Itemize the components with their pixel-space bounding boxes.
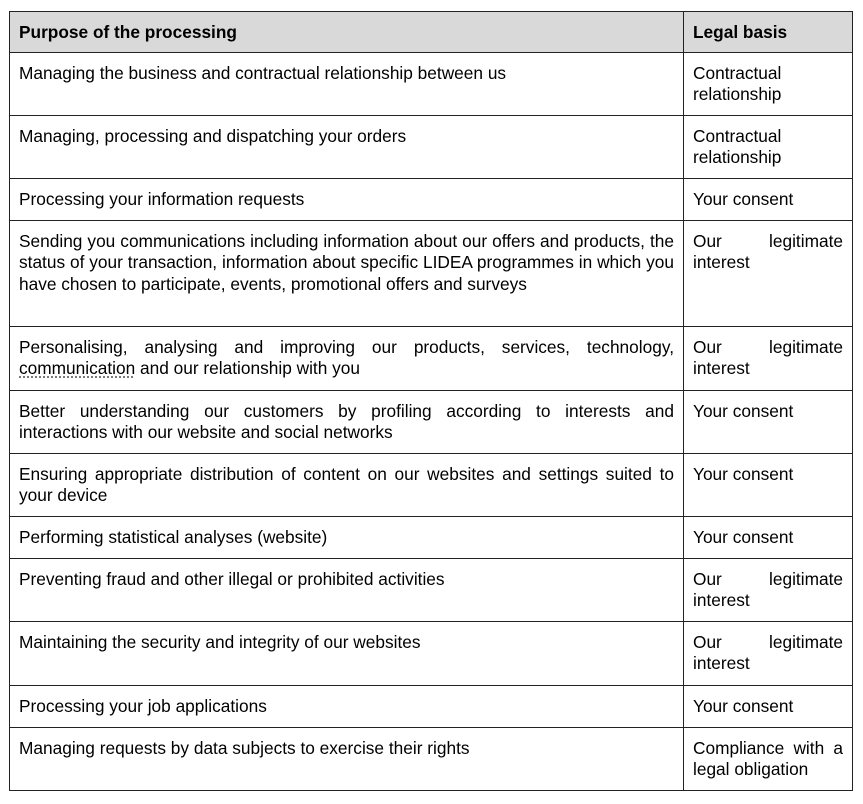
purpose-text-end: and our relationship with you bbox=[135, 358, 361, 378]
purpose-cell: Managing, processing and dispatching your orders bbox=[10, 115, 684, 178]
processing-purposes-table bbox=[9, 11, 853, 791]
spellcheck-marked-word: communication bbox=[19, 358, 136, 378]
table-row bbox=[10, 326, 853, 390]
legal-basis-cell: Our legitimate interest bbox=[684, 220, 853, 326]
legal-basis-cell: Contractual relationship bbox=[684, 115, 853, 178]
table-row bbox=[10, 727, 853, 790]
purpose-cell: Better understanding our customers by profiling according to interests and interactions with our website and social networks bbox=[10, 390, 684, 453]
table-row bbox=[10, 178, 853, 220]
table-header-row bbox=[10, 12, 853, 53]
table-row bbox=[10, 558, 853, 621]
purpose-cell: Preventing fraud and other illegal or prohibited activities bbox=[10, 558, 684, 621]
legal-basis-cell: Your consent bbox=[684, 685, 853, 727]
table-row bbox=[10, 621, 853, 685]
purpose-cell bbox=[10, 326, 684, 390]
legal-basis-cell: Our legitimate interest bbox=[684, 326, 853, 390]
purpose-cell: Performing statistical analyses (website) bbox=[10, 516, 684, 558]
table-row bbox=[10, 453, 853, 516]
header-purpose: Purpose of the processing bbox=[10, 12, 684, 53]
purpose-cell: Ensuring appropriate distribution of content on our websites and settings suited to your device bbox=[10, 453, 684, 516]
table-row bbox=[10, 685, 853, 727]
table-row bbox=[10, 390, 853, 453]
purpose-cell: Managing requests by data subjects to exercise their rights bbox=[10, 727, 684, 790]
legal-basis-cell: Your consent bbox=[684, 178, 853, 220]
purpose-cell: Sending you communications including information about our offers and products, the status of your transaction, information about specific LIDEA programmes in which you have chosen to participate, events, promotional offers and surveys bbox=[10, 220, 684, 326]
purpose-text-start: Personalising, analysing and improving our products, services, technology, bbox=[19, 336, 674, 357]
legal-basis-cell: Your consent bbox=[684, 453, 853, 516]
legal-basis-cell: Your consent bbox=[684, 516, 853, 558]
purpose-cell: Maintaining the security and integrity of our websites bbox=[10, 621, 684, 685]
legal-basis-cell: Your consent bbox=[684, 390, 853, 453]
purpose-cell: Processing your job applications bbox=[10, 685, 684, 727]
purpose-cell: Processing your information requests bbox=[10, 178, 684, 220]
legal-basis-cell: Our legitimate interest bbox=[684, 558, 853, 621]
table-row bbox=[10, 115, 853, 178]
header-legal-basis: Legal basis bbox=[684, 12, 853, 53]
legal-basis-cell: Contractual relationship bbox=[684, 52, 853, 115]
legal-basis-cell: Our legitimate interest bbox=[684, 621, 853, 685]
table-row bbox=[10, 52, 853, 115]
purpose-cell: Managing the business and contractual relationship between us bbox=[10, 52, 684, 115]
legal-basis-cell: Compliance with a legal obligation bbox=[684, 727, 853, 790]
table-row bbox=[10, 220, 853, 326]
table-row bbox=[10, 516, 853, 558]
